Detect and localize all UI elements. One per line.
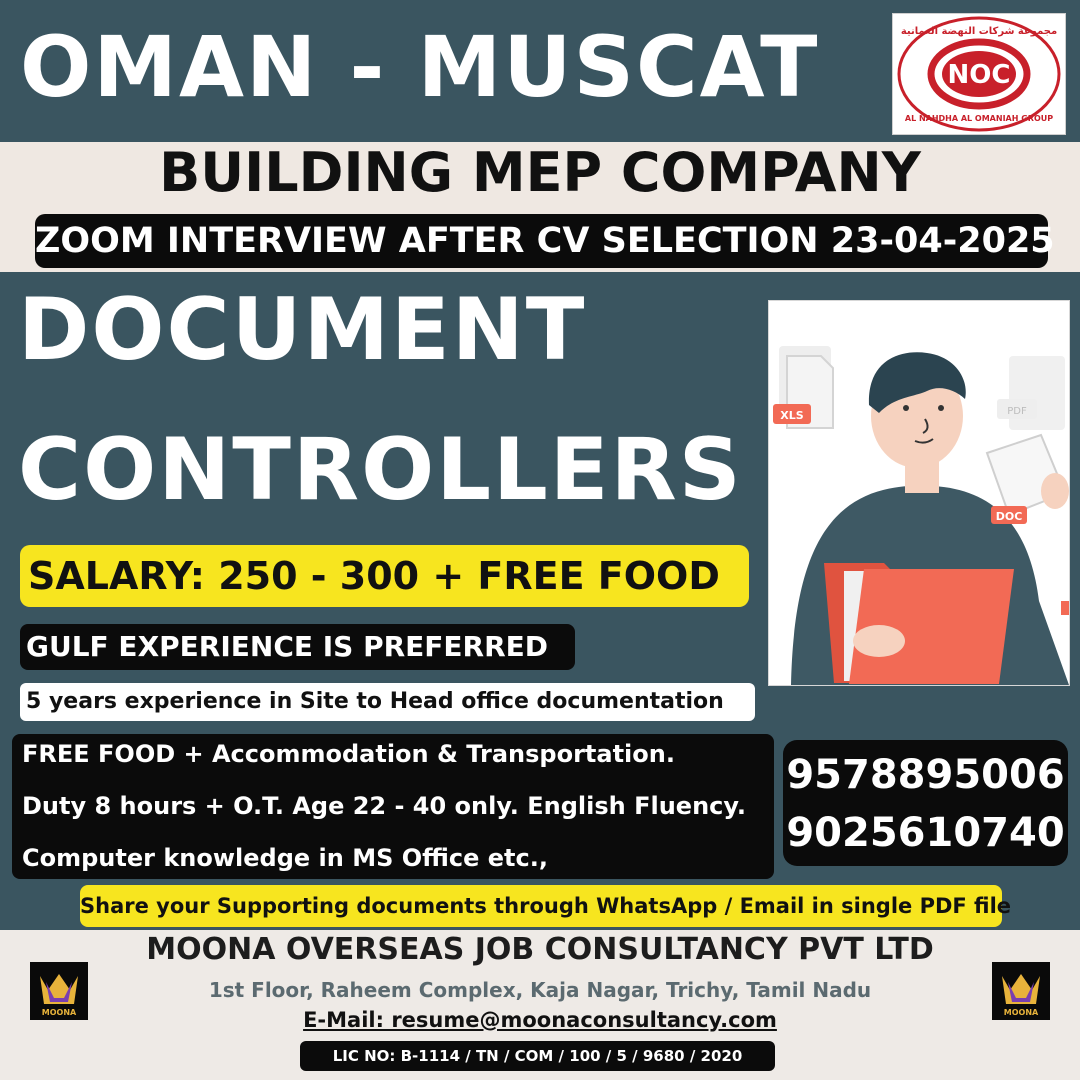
logo-ring-text: AL NAHDHA AL OMANIAH GROUP bbox=[904, 114, 1054, 123]
company-type: BUILDING MEP COMPANY bbox=[159, 141, 921, 204]
consultancy-email[interactable] bbox=[0, 1008, 1080, 1032]
email-link[interactable]: E-Mail: resume@moonaconsultancy.com bbox=[303, 1008, 777, 1032]
svg-text:PDF: PDF bbox=[1007, 406, 1027, 417]
moona-logo-text: MOONA bbox=[1003, 1008, 1039, 1017]
interview-notice: ZOOM INTERVIEW AFTER CV SELECTION 23-04-2025 bbox=[35, 214, 1048, 268]
job-title-line1: DOCUMENT bbox=[18, 280, 587, 380]
duty-line: Duty 8 hours + O.T. Age 22 - 40 only. English Fluency. bbox=[22, 792, 746, 820]
document-controller-illustration bbox=[768, 300, 1070, 686]
benefit-line: FREE FOOD + Accommodation & Transportation. bbox=[22, 740, 675, 768]
share-documents-note: Share your Supporting documents through WhatsApp / Email in single PDF file bbox=[80, 885, 1002, 927]
skills-line: Computer knowledge in MS Office etc., bbox=[22, 844, 548, 872]
phone-number-1[interactable]: 9578895006 bbox=[786, 752, 1065, 798]
experience-preference: GULF EXPERIENCE IS PREFERRED bbox=[20, 624, 575, 670]
job-title-line2: CONTROLLERS bbox=[18, 420, 743, 520]
svg-text:DOC: DOC bbox=[995, 510, 1023, 523]
license-number: LIC NO: B-1114 / TN / COM / 100 / 5 / 9680 / 2020 bbox=[300, 1041, 775, 1071]
salary-banner: SALARY: 250 - 300 + FREE FOOD bbox=[20, 545, 749, 607]
logo-arabic-text: مجموعة شركات النهضة العمانية bbox=[900, 26, 1058, 37]
moona-logo-text: MOONA bbox=[41, 1008, 77, 1017]
svg-text:XLS: XLS bbox=[780, 409, 804, 422]
experience-requirement: 5 years experience in Site to Head office documentation bbox=[20, 683, 755, 721]
phone-number-2[interactable]: 9025610740 bbox=[786, 810, 1065, 856]
consultancy-address: 1st Floor, Raheem Complex, Kaja Nagar, Trichy, Tamil Nadu bbox=[208, 978, 872, 1002]
location-title: OMAN - MUSCAT bbox=[20, 18, 820, 116]
consultancy-name: MOONA OVERSEAS JOB CONSULTANCY PVT LTD bbox=[146, 932, 934, 967]
logo-letters: NOC bbox=[947, 60, 1011, 90]
company-logo bbox=[892, 13, 1066, 135]
